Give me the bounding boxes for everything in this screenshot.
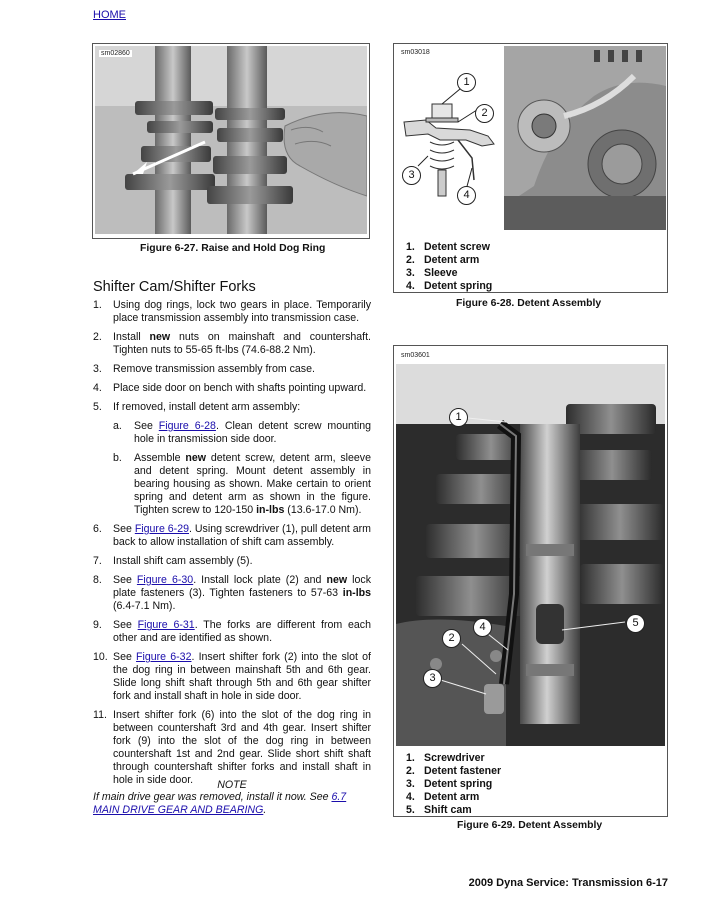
legend-item: 1. Detent screw — [406, 241, 490, 253]
note-heading: NOTE — [217, 779, 247, 791]
figure-6-28-legend — [406, 241, 492, 293]
figure-6-28-caption: Figure 6-28. Detent Assembly — [456, 298, 602, 309]
figure-6-28-link[interactable]: Figure 6-28 — [158, 420, 216, 432]
detent-diagram — [396, 60, 504, 210]
callout-3: 3 — [402, 166, 421, 185]
figure-6-28 — [393, 43, 668, 293]
figure-id: sm03018 — [401, 49, 430, 56]
shift-cam-photo — [396, 364, 665, 746]
list-item: 7. Install shift cam assembly (5). — [93, 555, 253, 567]
legend-item: 5. Shift cam — [406, 804, 472, 816]
dog-ring-photo — [95, 46, 367, 234]
figure-6-27 — [92, 43, 370, 239]
legend-item: 4. Detent spring — [406, 280, 493, 292]
list-item: 1. Using dog rings, lock two gears in place. Temporarily place transmission assembly into transmission case. — [93, 299, 371, 324]
callout-2: 2 — [475, 104, 494, 123]
legend-item: 3. Sleeve — [406, 267, 458, 279]
sub-list-item: a. See Figure 6-28. Clean detent screw mounting hole in transmission side door. — [113, 420, 371, 445]
legend-item: 2. Detent arm — [406, 254, 480, 266]
steps-list — [93, 299, 371, 793]
callout-1: 1 — [449, 408, 468, 427]
page-footer: 2009 Dyna Service: Transmission 6-17 — [468, 877, 668, 889]
list-item: 5. If removed, install detent arm assembly: a. See Figure 6-28. Clean detent screw mounting hole in transmission side door. b. Assemble new detent screw, detent arm, sleeve and detent spring. Mount detent assembly in bearing housing as shown. Make certain to orient spring and detent arm as shown in the figure. Tighten screw to 120-150 in-lbs (13.6-17.0 Nm). — [93, 401, 371, 516]
figure-id: sm02860 — [101, 50, 130, 57]
list-item: 8. See Figure 6-30. Install lock plate (2) and new lock plate fasteners (3). Tighten fasteners to 57-63 in-lbs (6.4-7.1 Nm). — [93, 574, 371, 612]
list-item: 10. See Figure 6-32. Insert shifter fork (2) into the slot of the dog ring in between mainshaft 5th and 6th gear. Slide long shift shaft through 5th and 6th gear shifter fork and install shaft in hole in side door. — [93, 651, 371, 702]
list-item: 3. Remove transmission assembly from case. — [93, 363, 315, 375]
figure-6-30-link[interactable]: Figure 6-30 — [136, 574, 194, 586]
figure-6-29-legend — [406, 752, 501, 817]
figure-6-27-caption: Figure 6-27. Raise and Hold Dog Ring — [140, 243, 326, 254]
figure-6-29 — [393, 345, 668, 817]
list-item: 9. See Figure 6-31. The forks are different from each other and are identified as shown. — [93, 619, 371, 644]
callout-1: 1 — [457, 73, 476, 92]
figure-id: sm03601 — [401, 352, 430, 359]
callout-4: 4 — [473, 618, 492, 637]
detent-installed-photo — [504, 46, 666, 230]
home-link[interactable]: HOME — [93, 9, 126, 21]
figure-6-32-link[interactable]: Figure 6-32 — [136, 651, 192, 663]
callout-5: 5 — [626, 614, 645, 633]
list-item: 2. Install new nuts on mainshaft and countershaft. Tighten nuts to 55-65 ft-lbs (74.6-88.2 Nm). — [93, 331, 372, 356]
legend-item: 2. Detent fastener — [406, 765, 502, 777]
list-item: 4. Place side door on bench with shafts pointing upward. — [93, 382, 367, 394]
main-drive-gear-link[interactable]: 6.7 MAIN DRIVE GEAR AND BEARING — [93, 791, 347, 816]
legend-item: 1. Screwdriver — [406, 752, 485, 764]
figure-6-29-link[interactable]: Figure 6-29 — [134, 523, 189, 535]
list-item: 11. Insert shifter fork (6) into the slot of the dog ring in between countershaft 3rd and 4th gear. Insert shifter fork (9) into the slot of the dog ring in between countershaft 1st and 2nd gear. Slide short shift shaft through countershaft shifter forks and install shaft in hole in side door. — [93, 709, 371, 786]
figure-6-29-caption: Figure 6-29. Detent Assembly — [457, 820, 603, 831]
legend-item: 4. Detent arm — [406, 791, 480, 803]
sub-list-item: b. Assemble new detent screw, detent arm, sleeve and detent spring. Mount detent assembly in bearing housing as shown. Make certain to orient spring and detent arm as shown in the figure. Tighten screw to 120-150 in-lbs (13.6-17.0 Nm). — [113, 452, 371, 516]
section-title: Shifter Cam/Shifter Forks — [93, 279, 256, 295]
legend-item: 3. Detent spring — [406, 778, 493, 790]
figure-6-31-link[interactable]: Figure 6-31 — [137, 619, 195, 631]
callout-4: 4 — [457, 186, 476, 205]
list-item: 6. See Figure 6-29. Using screwdriver (1), pull detent arm back to allow installation of shift cam assembly. — [93, 523, 371, 548]
callout-3: 3 — [423, 669, 442, 688]
note-text: If main drive gear was removed, install it now. See 6.7 MAIN DRIVE GEAR AND BEARING. — [93, 791, 347, 816]
callout-2: 2 — [442, 629, 461, 648]
